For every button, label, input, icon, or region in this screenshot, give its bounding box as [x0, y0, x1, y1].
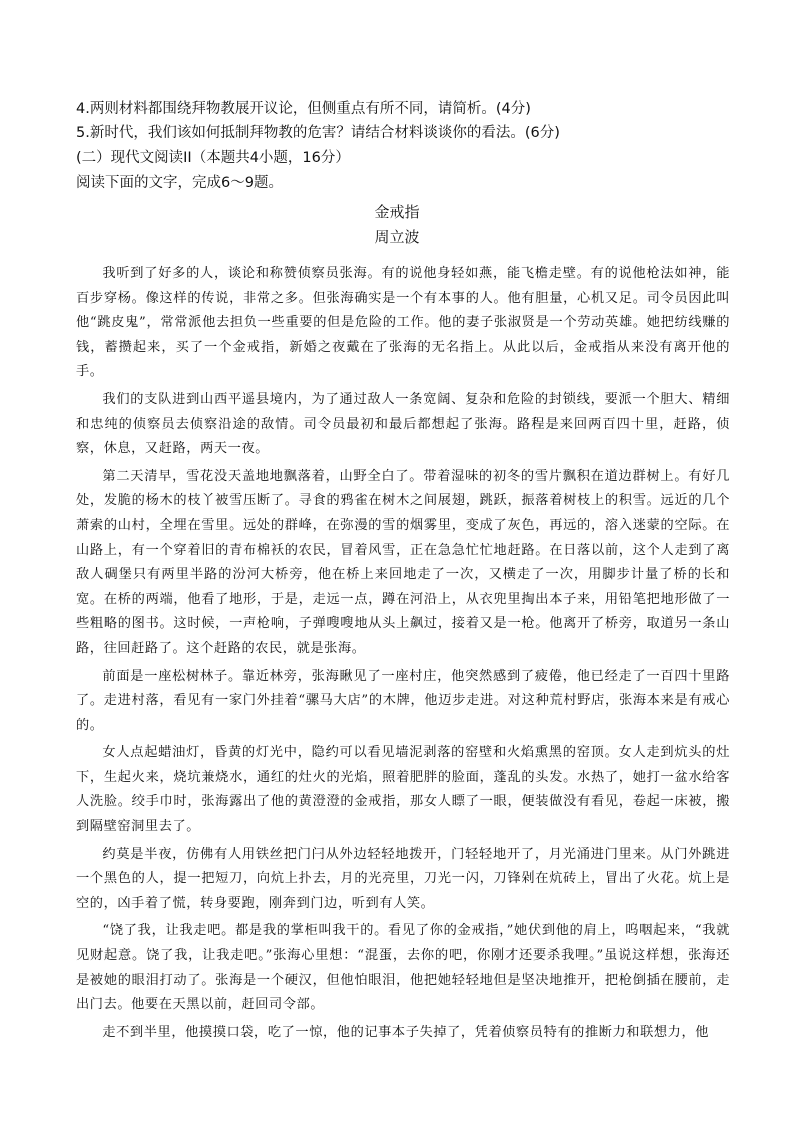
reading-instruction: 阅读下面的文字，完成6～9题。	[76, 175, 283, 191]
article-paragraph: 第二天清早，雪花没天盖地地飘落着，山野全白了。带着湿味的初冬的雪片飘积在道边群树上。有好几处，发脆的杨木的枝丫被雪压断了。寻食的鸦雀在树木之间展翅，跳跃，振落着树枝上的积雪。远近的几个萧索的山村，全埋在雪里。远处的群峰，在弥漫的雪的烟雾里，变成了灰色，再远的，溶入迷蒙的空际。在山路上，有一个穿着旧的青布棉袄的农民，冒着风雪，正在急急忙忙地赶路。在日落以前，这个人走到了离敌人碉堡只有两里半路的汾河大桥旁，他在桥上来回地走了一次，又横走了一次，用脚步计量了桥的长和宽。在桥的两端，他看了地形，于是，走远一点，蹲在河沿上，从衣兜里掏出本子来，用铅笔把地形做了一些粗略的图书。这时候，一声枪响，子弹嗖嗖地从头上飙过，接着又是一枪。他离开了桥旁，取道另一条山路，往回赶路了。这个赶路的农民，就是张海。	[76, 468, 730, 656]
article-paragraph: 我们的支队进到山西平遥县境内，为了通过敌人一条宽阔、复杂和危险的封锁线，要派一个胆大、精细和忠纯的侦察员去侦察沿途的敌情。司令员最初和最后都想起了张海。路程是来回两百四十里，赶路，侦察，休息，又赶路，两天一夜。	[76, 391, 730, 457]
article-paragraph: 女人点起蜡油灯，昏黄的灯光中，隐约可以看见墙泥剥落的窑壁和火焰熏黑的窑顶。女人走到炕头的灶下，生起火来，烧坑兼烧水，通红的灶火的光焰，照着肥胖的脸面，蓬乱的头发。水热了，她打一盆水给客人洗脸。绞手巾时，张海露出了他的黄澄澄的金戒指，那女人瞟了一眼，便装做没有看见，卷起一床被，搬到隔壁窑洞里去了。	[76, 745, 730, 835]
question-5: 5.新时代，我们该如何抵制拜物教的危害？请结合材料谈谈你的看法。(6分)	[76, 125, 560, 141]
article-paragraph: 前面是一座松树林子。靠近林旁，张海瞅见了一座村庄，他突然感到了疲倦，他已经走了一百四十里路了。走进村落，看见有一家门外挂着“骡马大店”的木牌，他迈步走进。对这种荒村野店，张海本来是有戒心的。	[76, 668, 730, 733]
question-4: 4.两则材料都围绕拜物教展开议论，但侧重点有所不同，请简析。(4分)	[76, 101, 531, 117]
article-title: 金戒指	[374, 203, 420, 221]
article-body	[76, 262, 730, 1048]
article-paragraph: 走不到半里，他摸摸口袋，吃了一惊，他的记事本子失掉了，凭着侦察员特有的推断力和联想力，他	[102, 1024, 710, 1040]
article-author: 周立波	[374, 228, 420, 246]
article-paragraph: “饶了我，让我走吧。都是我的掌柜叫我干的。看见了你的金戒指，”她伏到他的肩上，呜咽起来，“我就见财起意。饶了我，让我走吧。”张海心里想：“混蛋，去你的吧，你刚才还要杀我哩。”虽说这样想，张海还是被她的眼泪打动了。张海是一个硬汉，但他怕眼泪，他把她轻轻地但是坚决地推开，把枪倒插在腰前，走出门去。他要在天黑以前，赶回司令部。	[76, 923, 730, 1013]
article-paragraph: 约莫是半夜，仿佛有人用铁丝把门闩从外边轻轻地拨开，门轻轻地开了，月光涌进门里来。从门外跳进一个黑色的人，提一把短刀，向炕上扑去，月的光亮里，刀光一闪，刀锋剁在炕砖上，冒出了火花。炕上是空的，凶手着了慌，转身要跑，刚奔到门边，听到有人笑。	[76, 846, 730, 911]
section-heading: (二）现代文阅读II（本题共4小题，16分）	[76, 150, 350, 166]
article-paragraph: 我听到了好多的人，谈论和称赞侦察员张海。有的说他身轻如燕，能飞檐走壁。有的说他枪法如神，能百步穿杨。像这样的传说，非常之多。但张海确实是一个有本事的人。他有胆量，心机又足。司令员因此叫他“跳皮鬼”，常常派他去担负一些重要的但是危险的工作。他的妻子张淑贤是一个劳动英雄。她把纺线赚的钱，蓄攒起来，买了一个金戒指，新婚之夜戴在了张海的无名指上。从此以后，金戒指从来没有离开他的手。	[76, 266, 730, 380]
